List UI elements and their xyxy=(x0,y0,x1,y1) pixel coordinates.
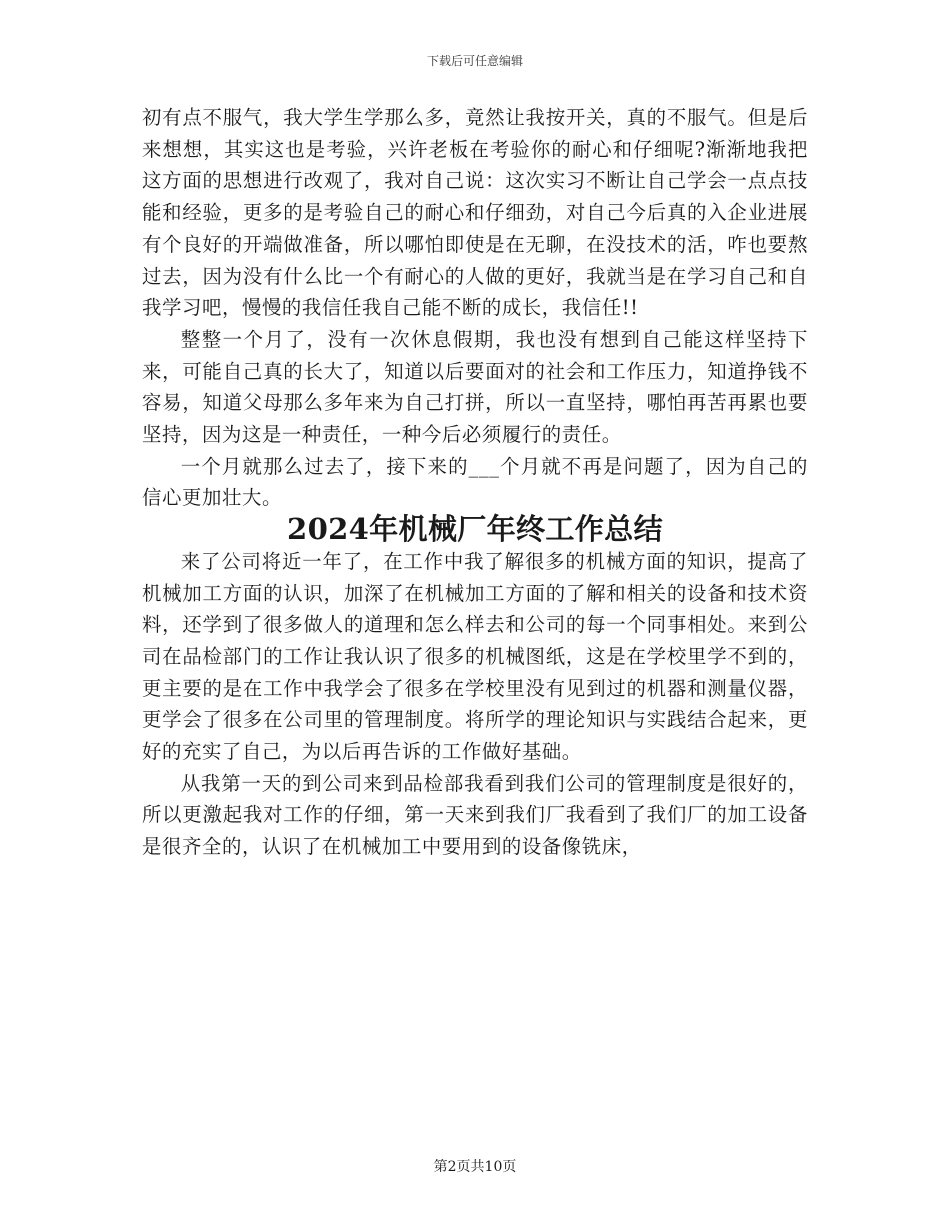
paragraph-2: 整整一个月了，没有一次休息假期，我也没有想到自己能这样坚持下来，可能自己真的长大了，知道以后要面对的社会和工作压力，知道挣钱不容易，知道父母那么多年来为自己打拼，所以一直坚持，哪怕再苦再累也要坚持，因为这是一种责任，一种今后必须履行的责任。 xyxy=(142,327,808,447)
paragraph-3: 一个月就那么过去了，接下来的___个月就不再是问题了，因为自己的信心更加壮大。 xyxy=(142,454,808,510)
page-header-note: 下载后可任意编辑 xyxy=(426,54,523,68)
page-number: 第2页共10页 xyxy=(433,1159,517,1175)
paragraph-1: 初有点不服气，我大学生学那么多，竟然让我按开关，真的不服气。但是后来想想，其实这也是考验，兴许老板在考验你的耐心和仔细呢?渐渐地我把这方面的思想进行改观了，我对自己说：这次实习不断让自己学会一点点技能和经验，更多的是考验自己的耐心和仔细劲，对自己今后真的入企业进展有个良好的开端做准备，所以哪怕即使是在无聊，在没技术的活，咋也要熬过去，因为没有什么比一个有耐心的人做的更好，我就当是在学习自己和自我学习吧，慢慢的我信任我自己能不断的成长，我信任!! xyxy=(142,106,808,320)
document-body xyxy=(142,102,808,863)
section-title: 2024年机械厂年终工作总结 xyxy=(287,512,663,547)
paragraph-4: 来了公司将近一年了，在工作中我了解很多的机械方面的知识，提高了机械加工方面的认识，加深了在机械加工方面的了解和相关的设备和技术资料，还学到了很多做人的道理和怎么样去和公司的每一个同事相处。来到公司在品检部门的工作让我认识了很多的机械图纸，这是在学校里学不到的，更主要的是在工作中我学会了很多在学校里没有见到过的机器和测量仪器，更学会了很多在公司里的管理制度。将所学的理论知识与实践结合起来，更好的充实了自己，为以后再告诉的工作做好基础。 xyxy=(142,549,808,764)
paragraph-5: 从我第一天的到公司来到品检部我看到我们公司的管理制度是很好的，所以更激起我对工作的仔细，第一天来到我们厂我看到了我们厂的加工设备是很齐全的，认识了在机械加工中要用到的设备像铣床， xyxy=(142,771,808,859)
